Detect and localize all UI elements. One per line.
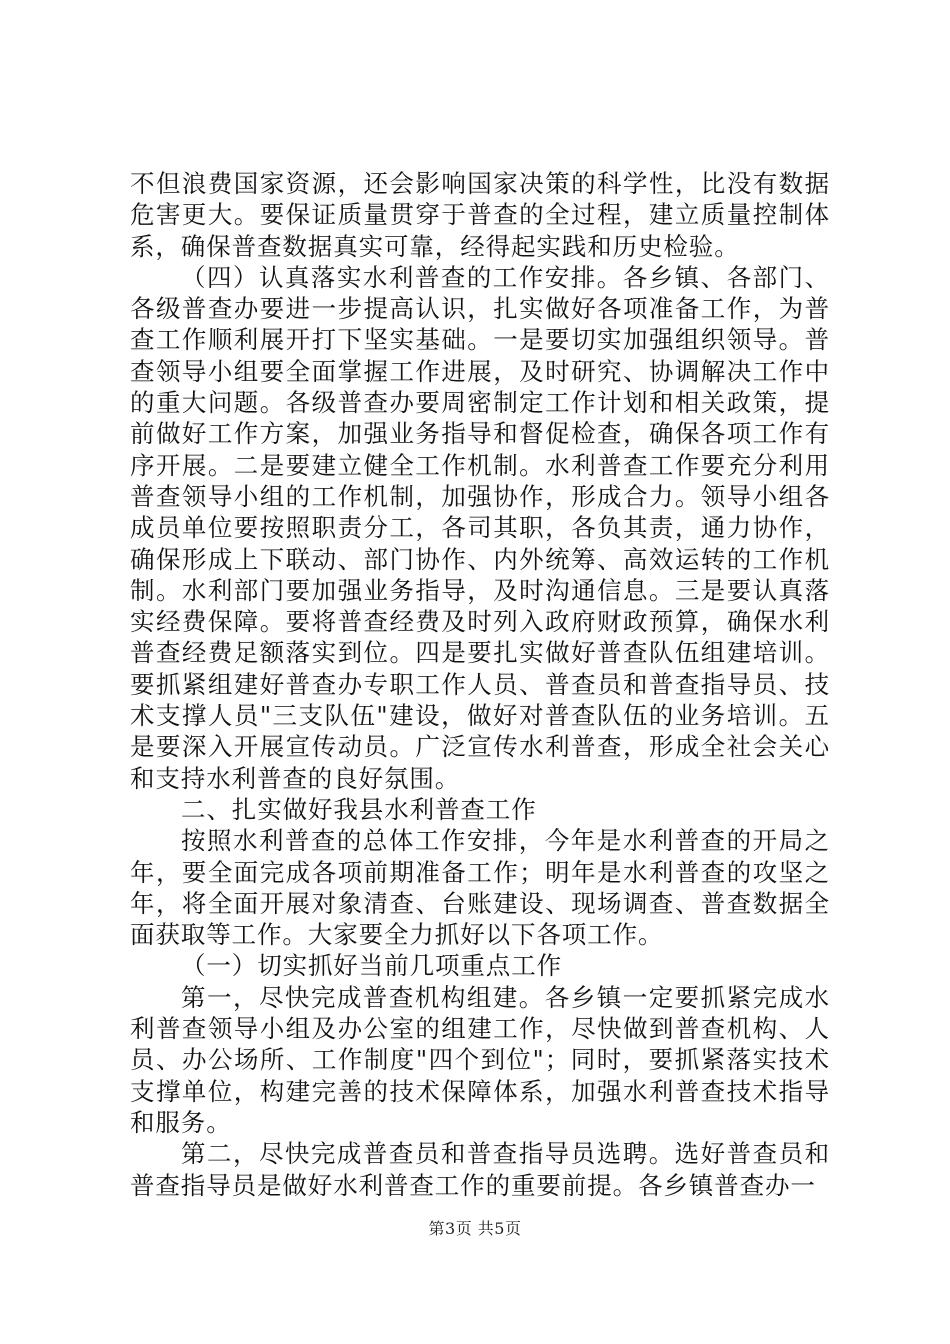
paragraph-5: 第二，尽快完成普查员和普查指导员选聘。选好普查员和普查指导员是做好水利普查工作的重要前提。各乡镇普查办一 (130, 1139, 830, 1200)
document-body (130, 168, 830, 1201)
paragraph-1: 不但浪费国家资源，还会影响国家决策的科学性，比没有数据危害更大。要保证质量贯穿于普查的全过程，建立质量控制体系，确保普查数据真实可靠，经得起实践和历史检验。 (130, 169, 830, 261)
paragraph-2: （四）认真落实水利普查的工作安排。各乡镇、各部门、各级普查办要进一步提高认识，扎实做好各项准备工作，为普查工作顺利展开打下坚实基础。一是要切实加强组织领导。普查领导小组要全面掌握工作进展，及时研究、协调解决工作中的重大问题。各级普查办要周密制定工作计划和相关政策，提前做好工作方案，加强业务指导和督促检查，确保各项工作有序开展。二是要建立健全工作机制。水利普查工作要充分利用普查领导小组的工作机制，加强协作，形成合力。领导小组各成员单位要按照职责分工，各司其职，各负其责，通力协作，确保形成上下联动、部门协作、内外统筹、高效运转的工作机制。水利部门要加强业务指导，及时沟通信息。三是要认真落实经费保障。要将普查经费及时列入政府财政预算，确保水利普查经费足额落实到位。四是要扎实做好普查队伍组建培训。要抓紧组建好普查办专职工作人员、普查员和普查指导员、技术支撑人员"三支队伍"建设，做好对普查队伍的业务培训。五是要深入开展宣传动员。广泛宣传水利普查，形成全社会关心和支持水利普查的良好氛围。 (130, 262, 830, 793)
paragraph-3: 按照水利普查的总体工作安排，今年是水利普查的开局之年，要全面完成各项前期准备工作；明年是水利普查的攻坚之年，将全面开展对象清查、台账建设、现场调查、普查数据全面获取等工作。大家要全力抓好以下各项工作。 (130, 826, 830, 950)
paragraph-4: 第一，尽快完成普查机构组建。各乡镇一定要抓紧完成水利普查领导小组及办公室的组建工作，尽快做到普查机构、人员、办公场所、工作制度"四个到位"；同时，要抓紧落实技术支撑单位，构建完善的技术保障体系，加强水利普查技术指导和服务。 (130, 982, 830, 1137)
page-footer: 第3页 共5页 (428, 1219, 522, 1238)
section-heading: 二、扎实做好我县水利普查工作 (181, 794, 537, 824)
subsection-heading: （一）切实抓好当前几项重点工作 (181, 951, 562, 981)
